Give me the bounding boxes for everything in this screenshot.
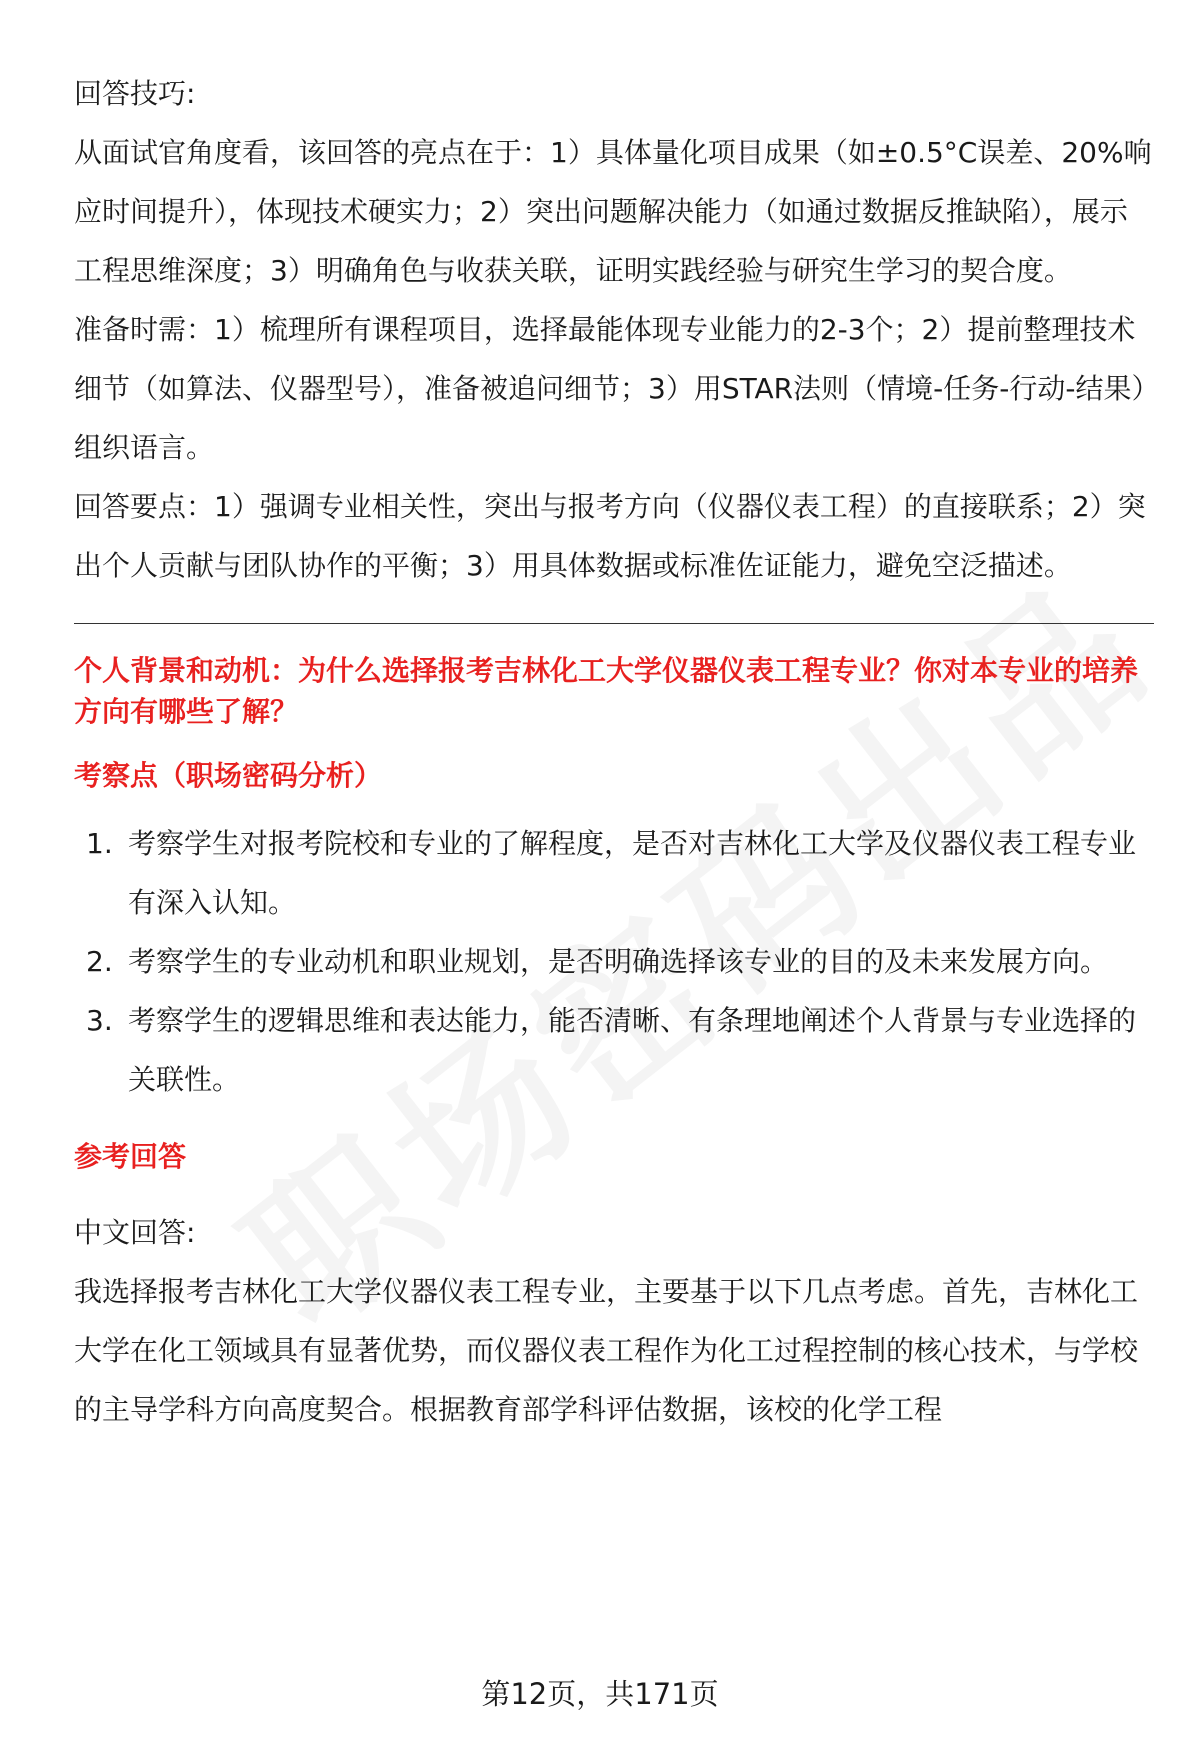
list-item: [74, 991, 1154, 1109]
list-item-number: 1.: [86, 827, 113, 860]
list-item-text: 考察学生的逻辑思维和表达能力，能否清晰、有条理地阐述个人背景与专业选择的关联性。: [128, 1004, 1137, 1096]
reference-answer-heading: 参考回答: [74, 1140, 187, 1173]
question-heading: 个人背景和动机：为什么选择报考吉林化工大学仪器仪表工程专业？你对本专业的培养方向有哪些了解？: [74, 654, 1139, 728]
exam-points-heading: 考察点（职场密码分析）: [74, 759, 383, 792]
page-number-footer: 第12页，共171页: [481, 1677, 719, 1711]
page-content: [74, 64, 1154, 1439]
chinese-answer-paragraph: 我选择报考吉林化工大学仪器仪表工程专业，主要基于以下几点考虑。首先，吉林化工大学在化工领域具有显著优势，而仪器仪表工程作为化工过程控制的核心技术，与学校的主导学科方向高度契合。根据教育部学科评估数据，该校的化学工程: [74, 1275, 1139, 1426]
list-item-text: 考察学生对报考院校和专业的了解程度，是否对吉林化工大学及仪器仪表工程专业有深入认知。: [128, 827, 1137, 919]
prep-paragraph: 准备时需：1）梳理所有课程项目，选择最能体现专业能力的2-3个；2）提前整理技术细节（如算法、仪器型号），准备被追问细节；3）用STAR法则（情境-任务-行动-结果）组织语言。: [74, 313, 1146, 464]
list-item: [74, 932, 1154, 991]
tips-paragraph: 从面试官角度看，该回答的亮点在于：1）具体量化项目成果（如±0.5°C误差、20%响应时间提升），体现技术硬实力；2）突出问题解决能力（如通过数据反推缺陷），展示工程思维深度；3）明确角色与收获关联，证明实践经验与研究生学习的契合度。: [74, 136, 1152, 287]
list-item-number: 3.: [86, 1004, 113, 1037]
section-divider: [74, 623, 1154, 624]
list-item-number: 2.: [86, 945, 113, 978]
tips-label: 回答技巧:: [74, 77, 196, 110]
list-item-text: 考察学生的专业动机和职业规划，是否明确选择该专业的目的及未来发展方向。: [128, 945, 1109, 978]
exam-points-list: [74, 814, 1154, 1109]
chinese-answer-label: 中文回答:: [74, 1216, 196, 1249]
list-item: [74, 814, 1154, 932]
points-paragraph: 回答要点：1）强调专业相关性，突出与报考方向（仪器仪表工程）的直接联系；2）突出个人贡献与团队协作的平衡；3）用具体数据或标准佐证能力，避免空泛描述。: [74, 490, 1146, 582]
